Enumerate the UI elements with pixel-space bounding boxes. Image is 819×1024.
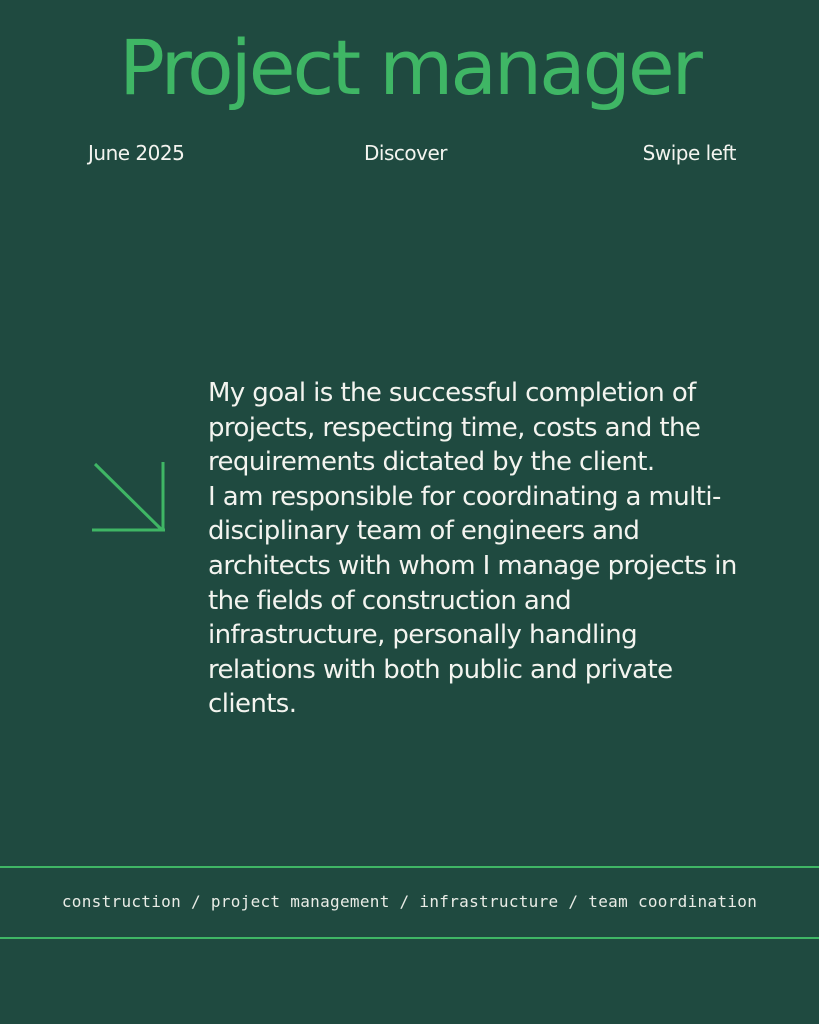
date-label: June 2025: [88, 141, 185, 165]
discover-label: Discover: [364, 141, 447, 165]
arrow-down-right-icon: [90, 460, 168, 534]
description-paragraph-goal: My goal is the successful completion of projects, respecting time, costs and the requirements dictated by the client.: [208, 378, 701, 478]
page-title: Project manager: [119, 23, 700, 112]
swipe-hint: Swipe left: [642, 141, 736, 165]
footer-divider-top: [0, 866, 819, 868]
footer-divider-bottom: [0, 937, 819, 939]
tags-line: construction / project management / infrastructure / team coordination: [61, 892, 758, 911]
description-text: [208, 376, 748, 722]
description-paragraph-responsibility: I am responsible for coordinating a multi-disciplinary team of engineers and architects with whom I manage projects in the fields of construction and infrastructure, personally handling relations with both public and private clients.: [208, 481, 737, 720]
